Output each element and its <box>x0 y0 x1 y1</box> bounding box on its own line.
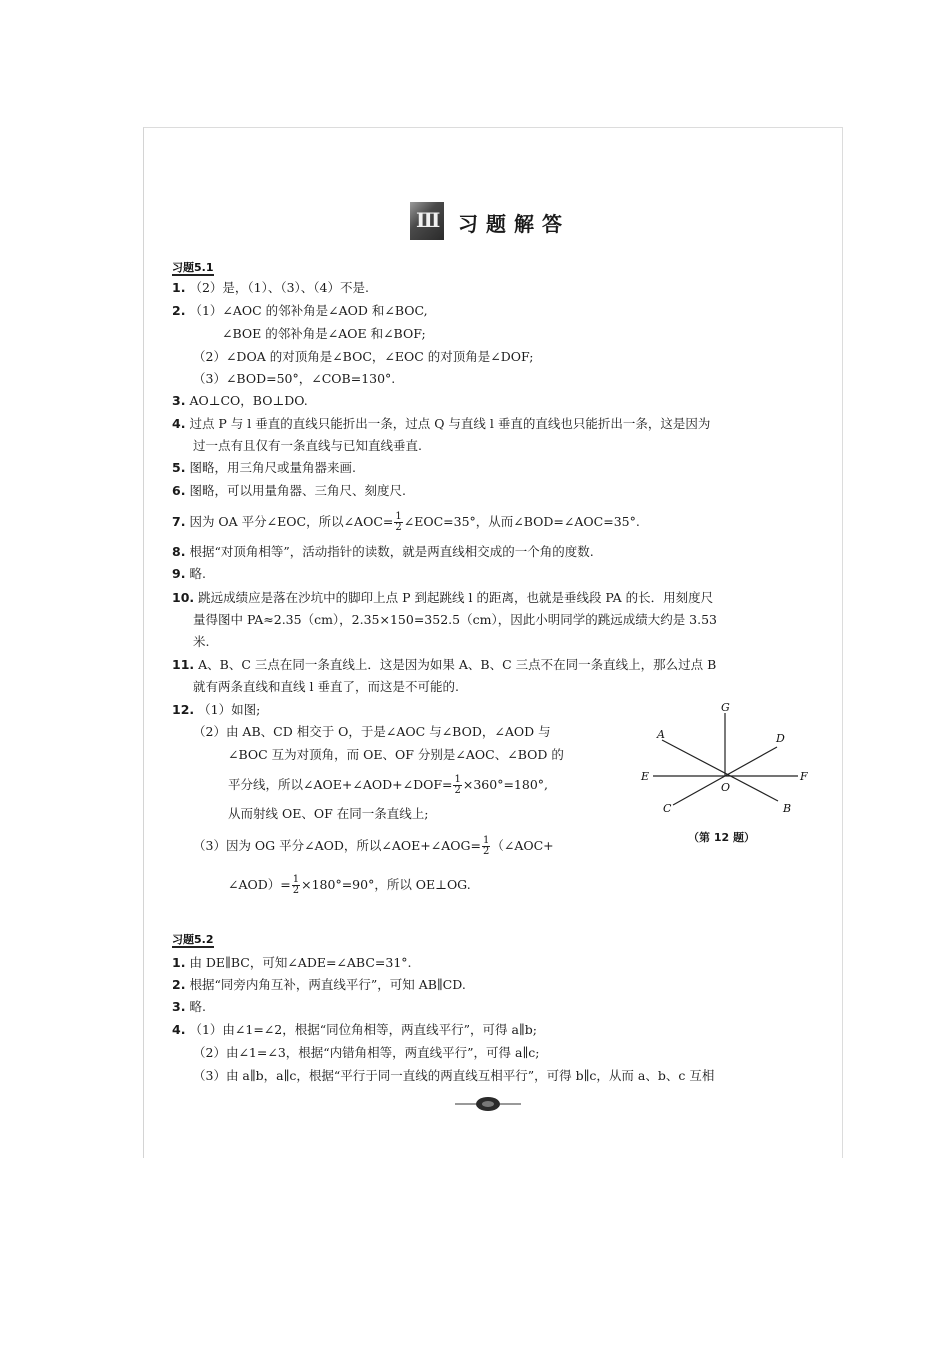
answer-line: 3. 略. <box>172 999 206 1014</box>
answer-line: （3）因为 OG 平分∠AOD，所以∠AOE+∠AOG= $\frac{1}{2}$ （∠AOC+ <box>193 835 554 857</box>
answer-line: 3. AO⊥CO，BO⊥DO. <box>172 393 308 408</box>
answer-line: 平分线，所以∠AOE+∠AOD+∠DOF= $\frac{1}{2}$ ×360°=180°, <box>228 774 548 796</box>
section-label-5-2: 习题5.2 <box>172 933 214 946</box>
answer-line: 9. 略. <box>172 566 206 581</box>
answer-line: ∠AOD）= $\frac{1}{2}$ ×180°=90°，所以 OE⊥OG. <box>228 874 471 896</box>
label-g: G <box>721 701 730 714</box>
section-label-5-1: 习题5.1 <box>172 261 214 274</box>
answer-line: 6. 图略，可以用量角器、三角尺、刻度尺. <box>172 483 406 498</box>
answer-line: 米. <box>193 634 210 649</box>
answer-line: 7. 因为 OA 平分∠EOC，所以∠AOC= $\frac{1}{2}$ ∠EOC=35°，从而∠BOD=∠AOC=35°. <box>172 511 640 533</box>
answer-line: 2. （1）∠AOC 的邻补角是∠AOD 和∠BOC, <box>172 303 428 318</box>
label-c: C <box>663 802 672 815</box>
answer-line: 2. 根据“同旁内角互补，两直线平行”，可知 AB∥CD. <box>172 977 466 992</box>
answer-line: ∠BOC 互为对顶角，而 OE、OF 分别是∠AOC、∠BOD 的 <box>228 747 564 762</box>
angle-figure <box>635 700 815 850</box>
label-b: B <box>783 802 792 815</box>
answer-line: （2）由∠1=∠3，根据“内错角相等，两直线平行”，可得 a∥c; <box>193 1045 540 1060</box>
answer-line: 4. （1）由∠1=∠2，根据“同位角相等，两直线平行”，可得 a∥b; <box>172 1022 537 1037</box>
fraction-half: $\frac{1}{2}$ <box>395 511 402 533</box>
answer-line: 5. 图略，用三角尺或量角器来画. <box>172 460 356 475</box>
answer-line: 1. （2）是，（1）、（3）、（4）不是. <box>172 280 369 295</box>
label-o: O <box>721 781 731 794</box>
answer-line: 8. 根据“对顶角相等”，活动指针的读数，就是两直线相交成的一个角的度数. <box>172 544 594 559</box>
answer-line: 4. 过点 P 与 l 垂直的直线只能折出一条，过点 Q 与直线 l 垂直的直线也只能折出一条，这是因为 <box>172 416 711 431</box>
answer-line: 11. A、B、C 三点在同一条直线上．这是因为如果 A、B、C 三点不在同一条直线上，那么过点 B <box>172 657 717 672</box>
answer-line: （2）由 AB、CD 相交于 O，于是∠AOC 与∠BOD，∠AOD 与 <box>193 724 551 739</box>
title-text: 习题解答 <box>458 212 570 236</box>
answer-line: 12. （1）如图; <box>172 702 261 717</box>
page-number-ornament-icon <box>455 1094 521 1114</box>
title-badge-icon: Ⅲ <box>410 202 444 240</box>
answer-line: 量得图中 PA≈2.35（cm），2.35×150=352.5（cm），因此小明同学的跳远成绩大约是 3.53 <box>193 612 718 627</box>
answer-line: （3）∠BOD=50°，∠COB=130°. <box>193 371 396 386</box>
answer-line: 1. 由 DE∥BC，可知∠ADE=∠ABC=31°. <box>172 955 412 970</box>
answer-line: 从而射线 OE、OF 在同一条直线上; <box>228 806 429 821</box>
line-ab <box>662 740 778 801</box>
label-e: E <box>641 770 650 783</box>
answer-line: （3）由 a∥b，a∥c，根据“平行于同一直线的两直线互相平行”，可得 b∥c，从而 a、b、c 互相 <box>193 1068 715 1083</box>
label-d: D <box>776 732 785 745</box>
section-title <box>410 202 590 242</box>
figure-caption: （第 12 题） <box>688 831 755 844</box>
answer-line: 10. 跳远成绩应是落在沙坑中的脚印上点 P 到起跳线 l 的距离，也就是垂线段 PA 的长．用刻度尺 <box>172 590 714 605</box>
answer-line: 过一点有且仅有一条直线与已知直线垂直. <box>193 438 422 453</box>
answer-line: （2）∠DOA 的对顶角是∠BOC，∠EOC 的对顶角是∠DOF; <box>193 349 534 364</box>
answer-line: 就有两条直线和直线 l 垂直了，而这是不可能的. <box>193 679 459 694</box>
label-f: F <box>800 770 808 783</box>
label-a: A <box>657 728 665 741</box>
answer-line: ∠BOE 的邻补角是∠AOE 和∠BOF; <box>222 326 426 341</box>
